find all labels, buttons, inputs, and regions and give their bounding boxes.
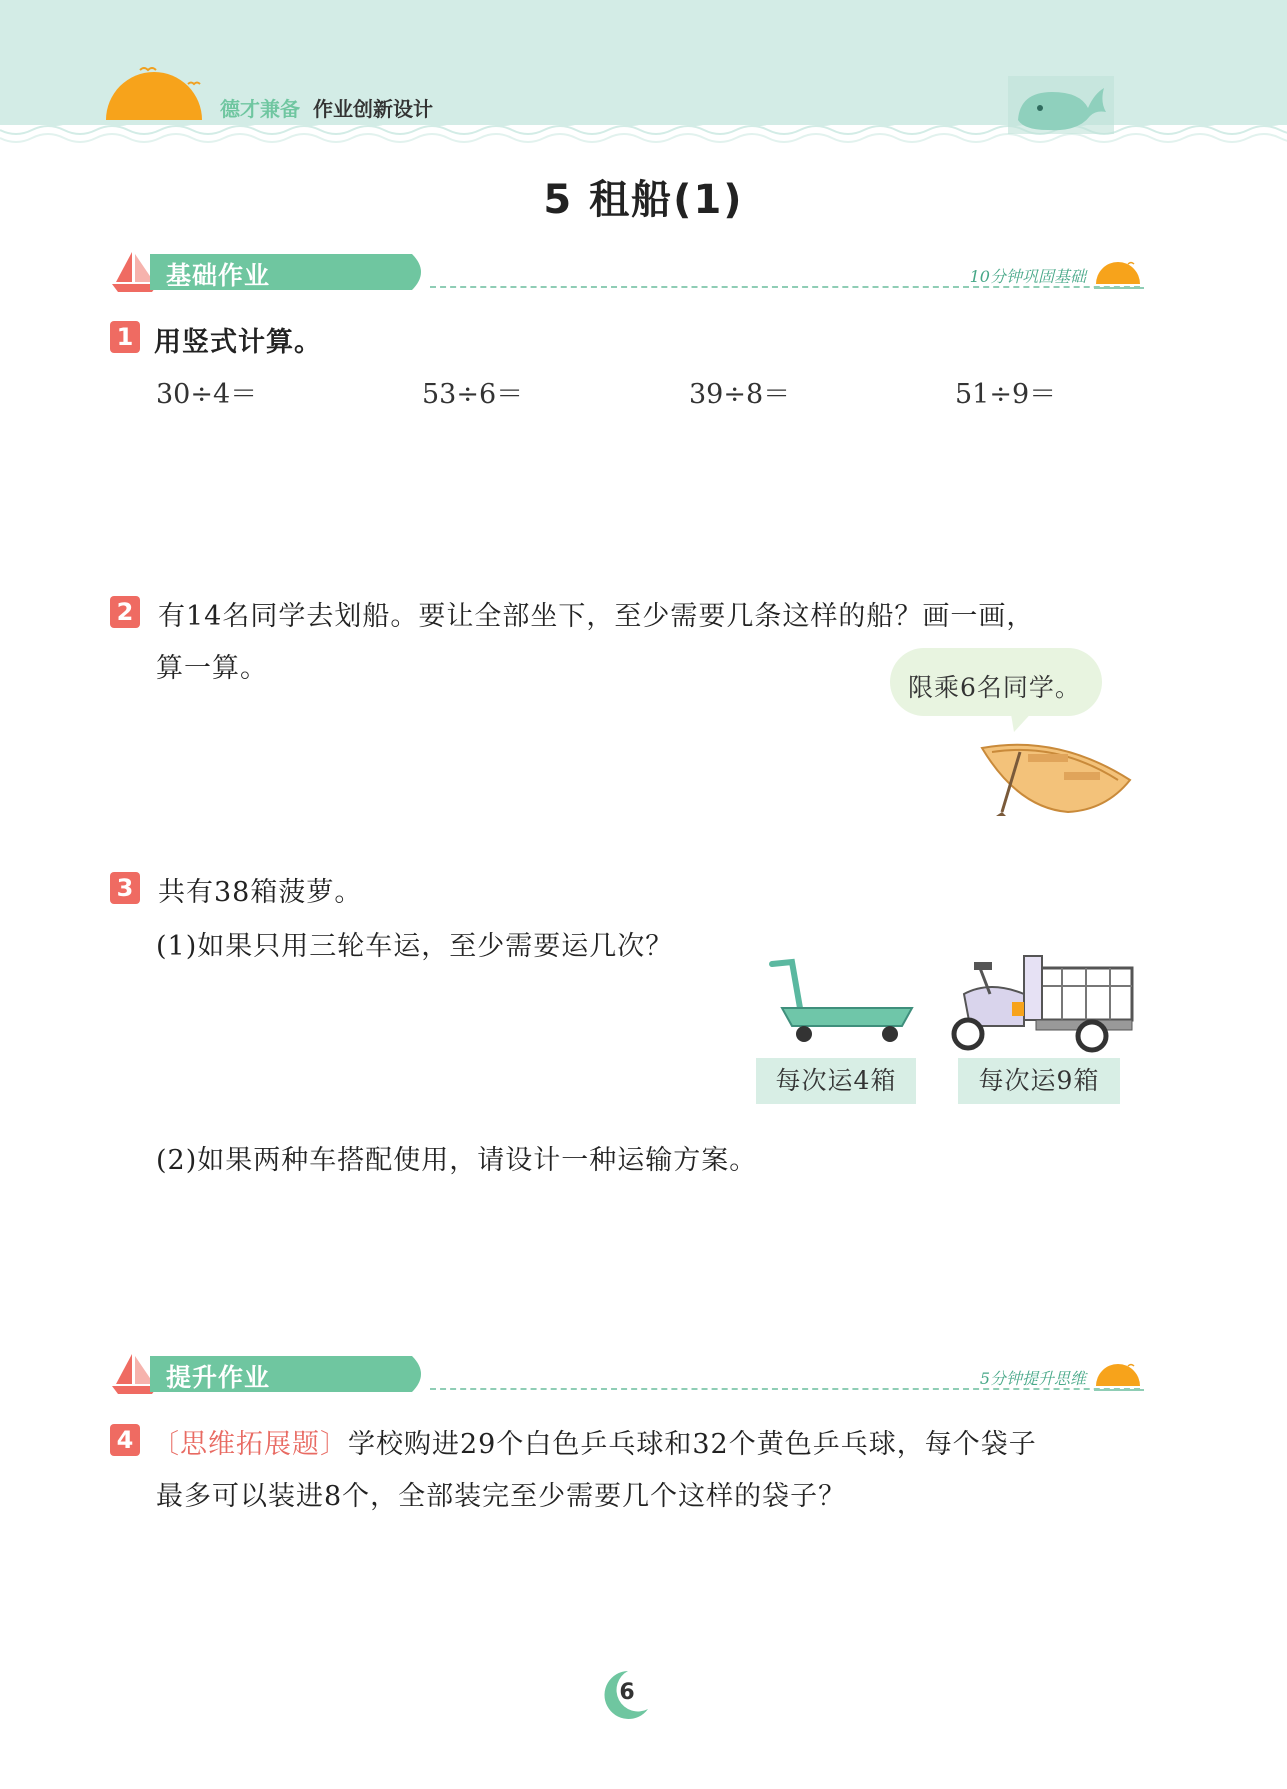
section-advanced-hint: 5分钟提升思维 [979, 1369, 1086, 1388]
rowboat-icon [978, 728, 1134, 818]
page-number: 6 [619, 1680, 635, 1705]
sun-icon [1092, 258, 1146, 294]
tricycle-icon [940, 950, 1136, 1054]
section-basic-header [108, 248, 1148, 296]
question-4-line-1 [152, 1422, 1037, 1461]
whale-icon [1008, 72, 1114, 134]
page-title: 5 租船(1) [543, 177, 744, 223]
expression-4: 51÷9＝ [955, 379, 1057, 410]
speech-bubble-text: 限乘6名同学。 [908, 673, 1081, 702]
question-4-badge: 4 [110, 1424, 140, 1456]
question-3-part-2: (2)如果两种车搭配使用，请设计一种运输方案。 [156, 1145, 758, 1176]
sun-icon [1092, 1360, 1146, 1396]
section-advanced-label: 提升作业 [166, 1363, 271, 1392]
question-3-text: 共有38箱菠萝。 [158, 877, 363, 908]
cart-caption: 每次运4箱 [756, 1058, 916, 1104]
question-4-line-2: 最多可以装进8个，全部装完至少需要几个这样的袋子？ [156, 1481, 847, 1512]
question-2-badge: 2 [110, 596, 140, 628]
expression-3: 39÷8＝ [689, 379, 791, 410]
question-1-text: 用竖式计算。 [154, 327, 322, 358]
question-3-part-1: (1)如果只用三轮车运，至少需要运几次？ [156, 931, 674, 962]
series-name: 德才兼备 [220, 97, 300, 121]
question-2-line-2: 算一算。 [156, 653, 268, 684]
expression-2: 53÷6＝ [422, 379, 524, 410]
series-subtitle: 作业创新设计 [313, 97, 433, 121]
question-1-badge: 1 [110, 321, 140, 353]
expression-1: 30÷4＝ [156, 379, 258, 410]
section-advanced-header [108, 1350, 1148, 1398]
question-2-line-1: 有14名同学去划船。要让全部坐下，至少需要几条这样的船？画一画， [158, 601, 1035, 632]
question-4-tag: 〔思维拓展题〕 [152, 1429, 348, 1460]
sun-logo-icon [100, 62, 208, 132]
cart-icon [766, 956, 916, 1044]
question-3-badge: 3 [110, 872, 140, 904]
tricycle-caption: 每次运9箱 [958, 1058, 1120, 1104]
question-4-text: 学校购进29个白色乒乓球和32个黄色乒乓球，每个袋子 [348, 1429, 1037, 1460]
section-basic-hint: 10分钟巩固基础 [969, 267, 1086, 286]
section-basic-label: 基础作业 [166, 261, 271, 290]
